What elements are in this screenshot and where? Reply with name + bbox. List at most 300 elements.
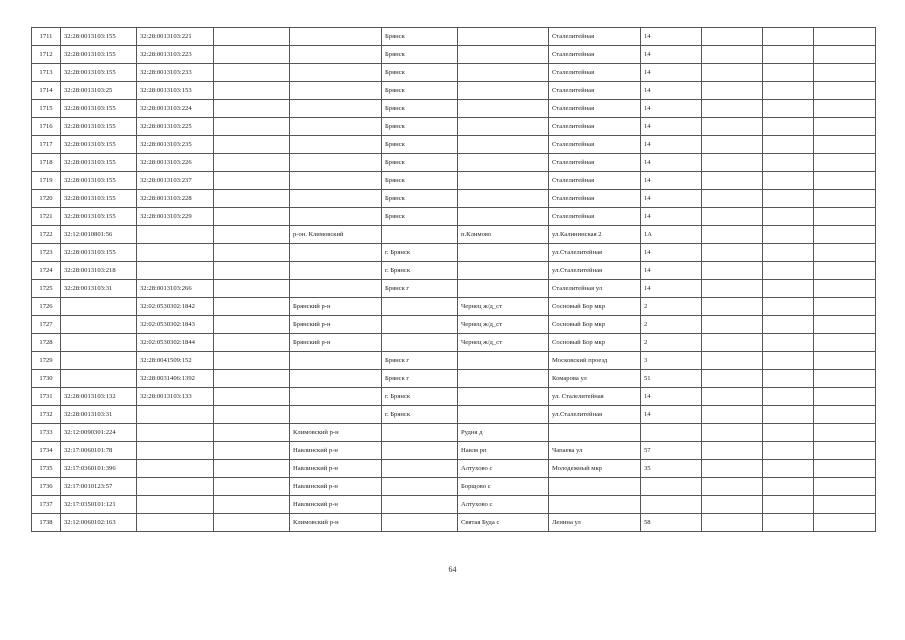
table-cell: Сталелитейная [549,100,641,118]
table-cell: 32:28:0013103:237 [137,172,214,190]
table-cell: Климовский р-н [290,514,382,532]
table-cell [137,496,214,514]
table-cell [290,100,382,118]
table-cell: 14 [641,280,702,298]
table-row [32,406,876,424]
table-cell [814,46,876,64]
table-cell [137,262,214,280]
table-cell: 14 [641,100,702,118]
table-cell: 32:12:0060102:163 [61,514,137,532]
table-cell [814,460,876,478]
table-cell [763,100,814,118]
table-cell: 1715 [32,100,61,118]
table-row [32,262,876,280]
table-cell [458,262,549,280]
table-cell [814,208,876,226]
table-cell: Климовский р-н [290,424,382,442]
table-cell: 35 [641,460,702,478]
table-cell: г. Брянск [382,244,458,262]
table-cell [61,298,137,316]
table-cell: Брянский р-н [290,298,382,316]
table-cell [382,298,458,316]
table-cell: 32:28:0013103:133 [137,388,214,406]
table-cell [290,28,382,46]
table-cell [763,496,814,514]
table-cell [214,370,290,388]
table-row [32,46,876,64]
table-cell: 1731 [32,388,61,406]
table-cell: Сталелитейная [549,154,641,172]
table-cell [763,190,814,208]
table-cell: 1722 [32,226,61,244]
table-cell [137,424,214,442]
table-cell [214,172,290,190]
table-cell: 14 [641,388,702,406]
table-cell: 32:28:0013103:155 [61,28,137,46]
table-cell [382,334,458,352]
table-cell: Брянск [382,82,458,100]
table-cell: 14 [641,172,702,190]
table-cell [763,406,814,424]
table-cell [763,154,814,172]
table-cell [763,460,814,478]
table-cell [458,370,549,388]
table-cell [214,262,290,280]
table-cell: 1727 [32,316,61,334]
table-row [32,244,876,262]
table-cell: 1732 [32,406,61,424]
table-row [32,118,876,136]
table-cell: 32:28:0013103:132 [61,388,137,406]
table-cell [458,136,549,154]
table-cell [702,478,763,496]
table-row [32,514,876,532]
table-cell [458,46,549,64]
table-cell [290,172,382,190]
table-row [32,64,876,82]
table-cell: Московский проезд [549,352,641,370]
table-cell [814,244,876,262]
table-cell: 2 [641,316,702,334]
table-cell [137,460,214,478]
table-cell [763,370,814,388]
table-cell [814,28,876,46]
table-cell: 32:28:0013103:31 [61,280,137,298]
table-cell: 32:12:0090301:224 [61,424,137,442]
table-cell [702,64,763,82]
table-cell: 1711 [32,28,61,46]
table-row [32,424,876,442]
table-cell: Брянск [382,136,458,154]
table-cell: 32:28:0013103:221 [137,28,214,46]
table-cell [214,352,290,370]
table-cell [763,226,814,244]
table-cell [814,334,876,352]
table-cell [763,172,814,190]
table-cell [137,514,214,532]
table-cell: Сталелитейная [549,208,641,226]
table-cell: 2 [641,334,702,352]
table-cell [214,388,290,406]
table-cell: Брянск [382,28,458,46]
table-cell [458,82,549,100]
table-cell [814,280,876,298]
table-cell: Навля рп [458,442,549,460]
table-cell: 1724 [32,262,61,280]
table-cell: п.Климово [458,226,549,244]
table-cell: 1729 [32,352,61,370]
table-cell: 32:28:0013103:155 [61,100,137,118]
table-row [32,352,876,370]
table-cell [382,226,458,244]
table-cell: 32:28:0013103:25 [61,82,137,100]
table-cell [214,46,290,64]
table-cell: 14 [641,82,702,100]
table-cell [458,352,549,370]
table-cell [814,370,876,388]
table-cell [214,424,290,442]
table-cell [814,154,876,172]
table-cell: Навлинский р-н [290,496,382,514]
table-cell [290,190,382,208]
table-cell [214,298,290,316]
table-cell: Чапаева ул [549,442,641,460]
table-cell: 1721 [32,208,61,226]
table-cell: 32:17:0350101:121 [61,496,137,514]
table-cell: 32:28:0031406:1392 [137,370,214,388]
table-cell: Комарова ул [549,370,641,388]
table-cell: 14 [641,154,702,172]
table-cell: ул. Сталелитейная [549,388,641,406]
table-cell: 1734 [32,442,61,460]
table-cell [814,226,876,244]
table-row [32,172,876,190]
table-cell: Рудня д [458,424,549,442]
table-cell: Брянск [382,100,458,118]
table-cell: Брянск г [382,370,458,388]
table-cell [549,496,641,514]
table-cell [214,442,290,460]
table-row [32,478,876,496]
table-cell: Сосновый Бор мкр [549,334,641,352]
table-cell: 32:12:0010801:56 [61,226,137,244]
table-row [32,298,876,316]
table-cell: 32:28:0013103:226 [137,154,214,172]
table-cell: Брянский р-н [290,334,382,352]
table-cell [763,352,814,370]
table-cell [763,64,814,82]
table-cell [814,424,876,442]
table-row [32,100,876,118]
table-cell [702,388,763,406]
table-cell [214,226,290,244]
table-cell: 1А [641,226,702,244]
table-row [32,460,876,478]
table-cell: г. Брянск [382,406,458,424]
table-cell [702,82,763,100]
table-cell: Навлинский р-н [290,478,382,496]
table-cell [382,514,458,532]
table-cell [641,478,702,496]
table-cell [214,460,290,478]
table-cell [458,208,549,226]
table-cell [814,406,876,424]
table-cell [137,244,214,262]
table-cell [641,496,702,514]
table-cell [214,208,290,226]
table-cell: 32:28:0013103:31 [61,406,137,424]
table-cell [702,154,763,172]
table-row [32,82,876,100]
table-cell: 1718 [32,154,61,172]
table-cell: 1733 [32,424,61,442]
table-cell: 1726 [32,298,61,316]
table-cell [763,280,814,298]
table-cell: 1735 [32,460,61,478]
table-cell [702,424,763,442]
table-cell [61,370,137,388]
table-cell [702,406,763,424]
table-cell: 32:28:0013103:229 [137,208,214,226]
table-cell [702,118,763,136]
table-row [32,442,876,460]
table-cell [702,460,763,478]
table-cell: 32:28:0013103:153 [137,82,214,100]
table-cell [814,118,876,136]
table-cell: 32:02:0530302:1844 [137,334,214,352]
table-cell [702,226,763,244]
table-cell: 1714 [32,82,61,100]
table-cell: 32:28:0013103:155 [61,154,137,172]
table-cell: 32:28:0013103:155 [61,172,137,190]
table-cell: 32:17:0060101:78 [61,442,137,460]
table-cell: Чернец ж/д_ст [458,316,549,334]
table-cell: Борщово с [458,478,549,496]
table-cell [763,46,814,64]
table-cell [290,406,382,424]
table-cell [763,334,814,352]
table-cell: 58 [641,514,702,532]
table-cell: 32:28:0013103:155 [61,190,137,208]
table-cell [702,262,763,280]
table-cell [290,154,382,172]
table-cell: Сталелитейная ул [549,280,641,298]
table-cell: Ленина ул [549,514,641,532]
table-cell [763,118,814,136]
table-cell [214,28,290,46]
table-cell [763,262,814,280]
table-cell: Брянск [382,118,458,136]
table-cell [214,280,290,298]
table-cell: Брянск [382,190,458,208]
table-cell: Навлинский р-н [290,442,382,460]
table-cell: 32:28:0013103:155 [61,46,137,64]
table-row [32,316,876,334]
table-cell [214,64,290,82]
table-cell: Алтухово с [458,460,549,478]
table-cell [763,136,814,154]
table-cell [702,172,763,190]
table-cell [382,442,458,460]
table-cell [814,190,876,208]
table-cell: ул.Сталелитейная [549,244,641,262]
table-cell: 1728 [32,334,61,352]
table-cell: 1737 [32,496,61,514]
table-cell [214,244,290,262]
table-cell [763,28,814,46]
table-cell: 14 [641,406,702,424]
table-cell: 32:28:0013103:235 [137,136,214,154]
table-cell [290,370,382,388]
table-cell: 32:02:0530302:1843 [137,316,214,334]
table-cell: 3 [641,352,702,370]
table-cell [137,478,214,496]
table-cell: Чернец ж/д_ст [458,334,549,352]
table-cell [382,460,458,478]
table-cell: 32:28:0013103:155 [61,136,137,154]
table-cell: 1719 [32,172,61,190]
table-cell: 14 [641,244,702,262]
table-cell [763,244,814,262]
page-number: 64 [448,565,457,574]
table-cell [214,100,290,118]
table-cell [549,478,641,496]
table-cell: Сталелитейная [549,28,641,46]
table-cell [702,514,763,532]
table-cell: ул.Сталелитейная [549,406,641,424]
table-cell [214,496,290,514]
table-cell [702,46,763,64]
table-cell: 14 [641,136,702,154]
table-cell: Чернец ж/д_ст [458,298,549,316]
table-cell: 32:28:0013103:155 [61,118,137,136]
table-cell: Брянск [382,208,458,226]
table-cell [61,334,137,352]
table-row [32,136,876,154]
table-cell: Молодежный мкр [549,460,641,478]
table-cell: Святая Буда с [458,514,549,532]
table-cell [814,478,876,496]
table-cell: 14 [641,46,702,64]
table-cell [763,82,814,100]
table-cell: 14 [641,190,702,208]
table-cell: Брянск [382,64,458,82]
table-cell [814,82,876,100]
table-cell [814,388,876,406]
table-cell: Брянск [382,46,458,64]
table-cell: 14 [641,208,702,226]
table-cell [458,154,549,172]
table-cell: Брянск г [382,352,458,370]
table-cell [458,172,549,190]
table-cell [214,190,290,208]
table-cell [763,514,814,532]
table-cell [814,262,876,280]
table-cell: 32:28:0013103:225 [137,118,214,136]
table-cell: Сталелитейная [549,82,641,100]
table-cell: 1713 [32,64,61,82]
table-cell: 32:28:0013103:155 [61,64,137,82]
table-cell: 14 [641,118,702,136]
table-cell: 32:28:0013103:223 [137,46,214,64]
table-cell [763,478,814,496]
table-cell [458,28,549,46]
table-cell: Сталелитейная [549,136,641,154]
table-cell [814,496,876,514]
table-cell [702,334,763,352]
table-cell [382,316,458,334]
table-cell [763,316,814,334]
table-cell: 32:28:0013103:155 [61,244,137,262]
table-cell: 1712 [32,46,61,64]
table-cell: 51 [641,370,702,388]
table-cell: р-он. Климовский [290,226,382,244]
table-row [32,154,876,172]
table-cell: 32:28:0013103:224 [137,100,214,118]
table-cell: 32:28:0013103:266 [137,280,214,298]
table-cell [214,82,290,100]
table-cell [763,424,814,442]
table-row [32,28,876,46]
table-row [32,334,876,352]
table-cell [814,64,876,82]
table-cell: 1717 [32,136,61,154]
table-cell: 32:28:0041509:152 [137,352,214,370]
table-row [32,226,876,244]
table-cell [61,316,137,334]
table-cell [702,496,763,514]
table-cell [214,334,290,352]
table-row [32,208,876,226]
table-cell: 32:17:0010123:57 [61,478,137,496]
table-cell [702,208,763,226]
table-cell: Алтухово с [458,496,549,514]
table-cell [382,496,458,514]
table-cell: 32:28:0013103:233 [137,64,214,82]
table-cell [458,190,549,208]
table-cell [702,136,763,154]
table-cell [549,424,641,442]
table-cell [458,64,549,82]
table-cell: 1720 [32,190,61,208]
table-cell [814,316,876,334]
table-cell [702,370,763,388]
table-cell [290,262,382,280]
table-cell [702,28,763,46]
table-cell: 1730 [32,370,61,388]
table-cell [214,154,290,172]
table-row [32,280,876,298]
table-cell [137,406,214,424]
table-cell: 14 [641,28,702,46]
table-cell [702,298,763,316]
table-row [32,190,876,208]
table-cell: Сталелитейная [549,172,641,190]
table-cell: 14 [641,262,702,280]
records-table [31,27,876,532]
table-cell [382,478,458,496]
table-cell [214,118,290,136]
table-cell: 57 [641,442,702,460]
table-cell: 1723 [32,244,61,262]
table-cell [763,388,814,406]
table-cell [641,424,702,442]
table-cell [814,352,876,370]
table-cell [214,136,290,154]
table-cell [763,208,814,226]
table-cell: ул.Калининская 2 [549,226,641,244]
table-cell [458,406,549,424]
